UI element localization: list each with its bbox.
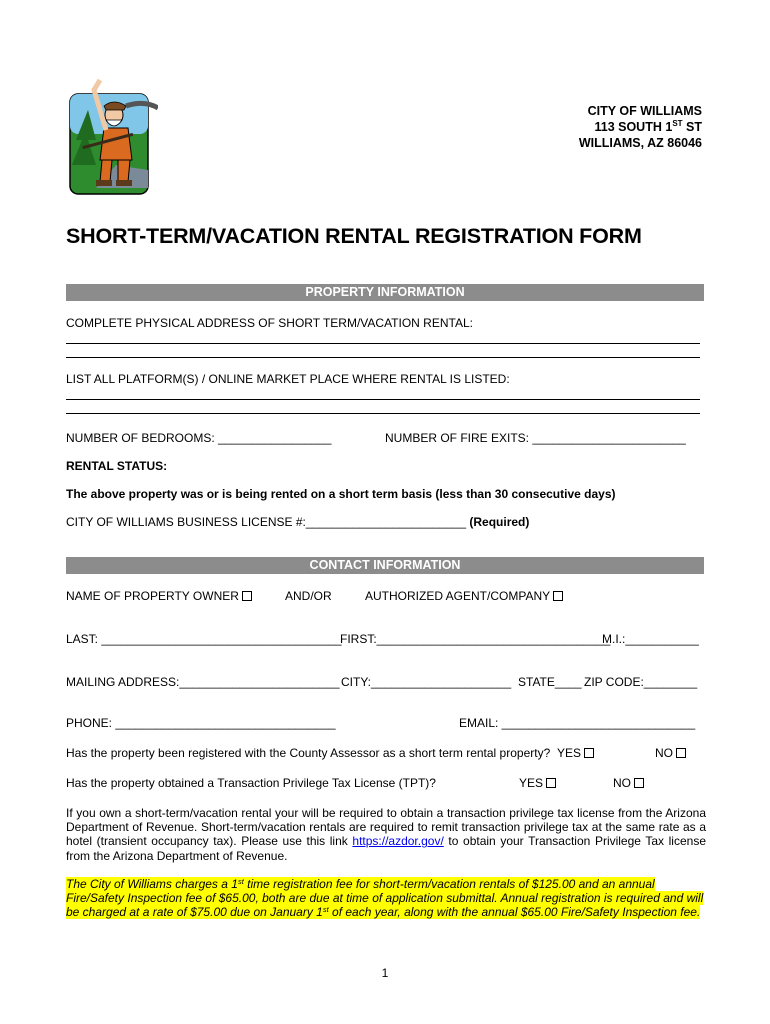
tpt-question: Has the property obtained a Transaction Privilege Tax License (TPT)? bbox=[66, 776, 436, 790]
address-label: COMPLETE PHYSICAL ADDRESS OF SHORT TERM/VACATION RENTAL: bbox=[66, 316, 473, 330]
street-number: 113 SOUTH 1 bbox=[594, 120, 673, 134]
city-state-zip: WILLIAMS, AZ 86046 bbox=[578, 136, 702, 150]
phone-field[interactable]: PHONE: _________________________________ bbox=[66, 716, 336, 730]
tpt-yes-checkbox-icon[interactable] bbox=[546, 778, 556, 788]
yes-label: YES bbox=[519, 776, 544, 790]
tpt-info-text-end: to obtain your Transaction Privilege Tax license from the Arizona Department of Revenue. bbox=[66, 834, 706, 863]
and-or-label: AND/OR bbox=[285, 589, 332, 603]
agent-checkbox-icon[interactable] bbox=[553, 591, 563, 601]
business-license-field[interactable] bbox=[66, 515, 529, 529]
fee-sup-2: st bbox=[322, 905, 329, 915]
tpt-info-paragraph bbox=[66, 806, 706, 863]
fee-text-1: The City of Williams charges a 1 bbox=[66, 877, 238, 891]
rental-status-statement: The above property was or is being rented on a short term basis (less than 30 consecutive days) bbox=[66, 487, 616, 501]
address-line-2[interactable] bbox=[66, 357, 700, 358]
platforms-line-2[interactable] bbox=[66, 413, 700, 414]
email-field[interactable]: EMAIL: _____________________________ bbox=[459, 716, 696, 730]
no-label: NO bbox=[613, 776, 631, 790]
contact-section-header: CONTACT INFORMATION bbox=[66, 557, 704, 574]
fire-exits-field[interactable]: NUMBER OF FIRE EXITS: _______________________ bbox=[385, 431, 686, 445]
fee-text-2: time registration fee for short-term/vacation rentals of $125.00 and an annual Fire/Safety Inspection fee of $65.00, both are due at time of application submittal. Annual registration is required and will be charged at a rate of $75.00 due on January 1 bbox=[66, 877, 704, 920]
fee-text-3: of each year, along with the annual $65.00 Fire/Safety Inspection fee. bbox=[328, 905, 701, 920]
mailing-address-field[interactable]: MAILING ADDRESS:________________________ bbox=[66, 675, 340, 689]
city-address-block bbox=[579, 103, 702, 151]
assessor-yes-option[interactable] bbox=[557, 746, 594, 760]
tpt-yes-option[interactable] bbox=[519, 776, 556, 790]
mountain-man-logo bbox=[66, 70, 158, 196]
page-number: 1 bbox=[381, 966, 389, 980]
first-name-field[interactable]: FIRST:___________________________________ bbox=[340, 632, 611, 646]
fee-sup-1: st bbox=[237, 877, 244, 886]
property-section-header: PROPERTY INFORMATION bbox=[66, 284, 704, 301]
owner-option[interactable] bbox=[66, 589, 252, 603]
fee-notice-text bbox=[66, 877, 703, 919]
fee-notice bbox=[66, 877, 706, 920]
assessor-yes-checkbox-icon[interactable] bbox=[584, 748, 594, 758]
middle-initial-field[interactable]: M.I.:___________ bbox=[602, 632, 699, 646]
street-suffix: ST bbox=[672, 119, 683, 128]
owner-label: NAME OF PROPERTY OWNER bbox=[66, 589, 239, 603]
agent-label: AUTHORIZED AGENT/COMPANY bbox=[365, 589, 551, 603]
azdor-link[interactable]: https://azdor.gov/ bbox=[352, 834, 444, 849]
platforms-label: LIST ALL PLATFORM(S) / ONLINE MARKET PLACE WHERE RENTAL IS LISTED: bbox=[66, 372, 510, 386]
no-label: NO bbox=[655, 746, 673, 760]
agent-option[interactable] bbox=[365, 589, 563, 603]
rental-status-label: RENTAL STATUS: bbox=[66, 459, 168, 473]
business-license-label: CITY OF WILLIAMS BUSINESS LICENSE #:________________________ bbox=[66, 515, 467, 529]
zip-code-field[interactable]: ZIP CODE:________ bbox=[584, 675, 698, 689]
tpt-no-option[interactable] bbox=[613, 776, 644, 790]
tpt-no-checkbox-icon[interactable] bbox=[634, 778, 644, 788]
address-line-1[interactable] bbox=[66, 343, 700, 344]
street-type: ST bbox=[682, 120, 702, 134]
bedrooms-field[interactable]: NUMBER OF BEDROOMS: _________________ bbox=[66, 431, 332, 445]
platforms-line-1[interactable] bbox=[66, 399, 700, 400]
owner-checkbox-icon[interactable] bbox=[242, 591, 252, 601]
city-street bbox=[579, 119, 702, 135]
state-field[interactable]: STATE____ bbox=[518, 675, 582, 689]
yes-label: YES bbox=[557, 746, 582, 760]
assessor-question: Has the property been registered with the County Assessor as a short term rental property? bbox=[66, 746, 551, 760]
assessor-no-checkbox-icon[interactable] bbox=[676, 748, 686, 758]
last-name-field[interactable]: LAST: ____________________________________ bbox=[66, 632, 342, 646]
form-title: SHORT-TERM/VACATION RENTAL REGISTRATION FORM bbox=[66, 224, 642, 248]
tpt-info-text: If you own a short-term/vacation rental your will be required to obtain a transaction privilege tax license from the Arizona Department of Revenue. Short-term/vacation rentals are required to remit transaction privilege tax at the same rate as a hotel (transient occupancy tax). Please use this link bbox=[66, 806, 706, 849]
city-name: CITY OF WILLIAMS bbox=[587, 104, 702, 118]
required-note: (Required) bbox=[469, 515, 530, 529]
assessor-no-option[interactable] bbox=[655, 746, 686, 760]
city-field[interactable]: CITY:_____________________ bbox=[341, 675, 512, 689]
